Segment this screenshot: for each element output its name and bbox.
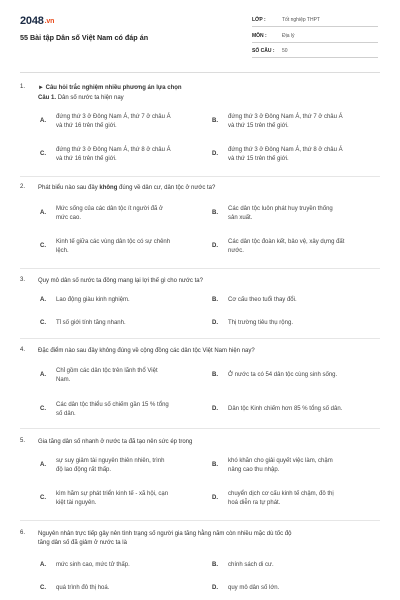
option-letter: A. [40, 462, 46, 468]
option-letter: B. [212, 118, 218, 124]
logo-suffix: .vn [44, 18, 55, 25]
option-a[interactable] [40, 457, 210, 477]
meta-underline [252, 57, 378, 58]
question-text-pre: Phát biểu nào sau đây [38, 185, 100, 191]
option-c[interactable] [40, 584, 210, 594]
option-c[interactable] [40, 146, 210, 166]
option-letter: A. [40, 562, 46, 568]
meta-value: Địa lý [282, 33, 295, 39]
option-b[interactable] [212, 113, 382, 133]
page-title: 55 Bài tập Dân số Việt Nam có đáp án [20, 33, 149, 42]
question-text-line: Nguyên nhân trực tiếp gây nên tình trạng số người gia tăng hằng năm còn nhiều mặc dù tốc độ [38, 531, 292, 537]
question-text [38, 94, 378, 103]
option-line: nước. [228, 248, 244, 254]
option-letter: D. [212, 320, 218, 326]
option-line: đứng thứ 3 ở Đông Nam Á, thứ 7 ở châu Á [56, 114, 171, 120]
question-text: Gia tăng dân số nhanh ở nước ta đã tạo nên sức ép trong [38, 439, 193, 445]
option-line: và thứ 15 trên thế giới. [228, 123, 289, 129]
option-letter: A. [40, 118, 46, 124]
option-line: Ở nước ta có 54 dân tộc cùng sinh sống. [228, 372, 338, 378]
option-line: Thị trường tiêu thụ rộng. [228, 320, 293, 326]
question-text-post: đúng về dân cư, dân tộc ở nước ta? [117, 185, 216, 191]
question-number: 2. [20, 184, 26, 190]
option-line: chính sách di cư. [228, 562, 274, 568]
option-line: quá trình đô thị hoá. [56, 585, 110, 591]
option-d[interactable] [212, 490, 382, 510]
option-line: hoá diễn ra tự phát. [228, 500, 281, 506]
option-line: Các dân tộc luôn phát huy truyền thống [228, 206, 333, 212]
option-line: đứng thứ 3 ở Đông Nam Á, thứ 8 ở châu Á [228, 147, 343, 153]
option-letter: D. [212, 243, 218, 249]
question-text: Quy mô dân số nước ta đông mang lại lợi thế gì cho nước ta? [38, 278, 203, 284]
question-text-emphasis: không [99, 185, 118, 191]
option-b[interactable] [212, 457, 382, 477]
question-sub-label: Câu 1. [38, 95, 57, 101]
option-letter: D. [212, 151, 218, 157]
meta-value: Tốt nghiệp THPT [282, 17, 320, 23]
section-title: ► Câu hỏi trắc nghiệm nhiều phương án lựa chọn [38, 85, 182, 91]
option-c[interactable] [40, 238, 210, 258]
question-text [38, 184, 378, 193]
option-line: nâng cao thu nhập. [228, 467, 280, 473]
option-line: mức sinh cao, mức tử thấp. [56, 562, 130, 568]
option-c[interactable] [40, 319, 210, 329]
option-line: độ lao động rất thấp. [56, 467, 112, 473]
option-letter: B. [212, 210, 218, 216]
option-letter: B. [212, 562, 218, 568]
question-divider [20, 176, 380, 177]
option-letter: B. [212, 372, 218, 378]
option-line: và thứ 15 trên thế giới. [228, 156, 289, 162]
option-line: Tỉ số giới tính tăng nhanh. [56, 320, 126, 326]
option-a[interactable] [40, 113, 210, 133]
option-d[interactable] [212, 238, 382, 258]
option-line: chuyển dịch cơ cấu kinh tế chậm, đô thị [228, 491, 334, 497]
question-number: 4. [20, 347, 26, 353]
option-line: đứng thứ 3 ở Đông Nam Á, thứ 8 ở châu Á [56, 147, 171, 153]
option-letter: C. [40, 585, 46, 591]
question-text [38, 530, 378, 548]
question-text: Đặc điểm nào sau đây không đúng về cộng đồng các dân tộc Việt Nam hiện nay? [38, 348, 255, 354]
site-logo[interactable] [20, 15, 54, 27]
option-letter: A. [40, 372, 46, 378]
option-b[interactable] [212, 561, 382, 571]
option-letter: C. [40, 495, 46, 501]
option-line: lệch. [56, 248, 69, 254]
meta-label: MÔN : [252, 33, 267, 39]
option-line: Cơ cấu theo tuổi thay đổi. [228, 297, 297, 303]
option-line: kìm hãm sự phát triển kinh tế - xã hội, cạn [56, 491, 169, 497]
option-line: và thứ 16 trên thế giới. [56, 156, 117, 162]
question-divider [20, 338, 380, 339]
option-line: quy mô dân số lớn. [228, 585, 280, 591]
option-letter: A. [40, 210, 46, 216]
option-line: khó khăn cho giải quyết việc làm, chậm [228, 458, 333, 464]
meta-value: 50 [282, 48, 288, 54]
option-letter: C. [40, 151, 46, 157]
option-line: đứng thứ 3 ở Đông Nam Á, thứ 7 ở châu Á [228, 114, 343, 120]
option-letter: C. [40, 320, 46, 326]
option-b[interactable] [212, 371, 382, 381]
question-number: 6. [20, 530, 26, 536]
option-c[interactable] [40, 490, 210, 510]
option-line: Các dân tộc thiểu số chiếm gần 15 % tổng [56, 402, 169, 408]
question-text-body: Dân số nước ta hiện nay [57, 95, 124, 101]
meta-label: SỐ CÂU : [252, 48, 275, 54]
logo-main: 2048 [20, 15, 44, 27]
option-a[interactable] [40, 561, 210, 571]
option-letter: D. [212, 406, 218, 412]
option-d[interactable] [212, 405, 382, 415]
question-number: 5. [20, 438, 26, 444]
option-line: Kinh tế giữa các vùng dân tộc có sự chênh [56, 239, 171, 245]
option-d[interactable] [212, 584, 382, 594]
header-divider [20, 72, 380, 73]
option-line: Dân tộc Kinh chiếm hơn 85 % tổng số dân. [228, 406, 343, 412]
question-text-line: tăng dân số đã giảm ở nước ta là [38, 540, 127, 546]
option-line: sự suy giảm tài nguyên thiên nhiên, trình [56, 458, 165, 464]
option-line: mức cao. [56, 215, 82, 221]
meta-underline [252, 26, 378, 27]
option-letter: D. [212, 495, 218, 501]
option-b[interactable] [212, 296, 382, 306]
question-divider [20, 268, 380, 269]
option-line: Mức sống của các dân tộc ít người đã ở [56, 206, 163, 212]
option-letter: D. [212, 585, 218, 591]
option-line: số dân. [56, 411, 76, 417]
meta-label: LỚP : [252, 17, 266, 23]
option-letter: C. [40, 243, 46, 249]
header [0, 0, 400, 70]
option-letter: B. [212, 462, 218, 468]
option-line: Lao động giàu kinh nghiệm. [56, 297, 130, 303]
option-letter: C. [40, 406, 46, 412]
question-divider [20, 428, 380, 429]
option-line: Các dân tộc đoàn kết, bảo vệ, xây dựng đất [228, 239, 345, 245]
option-a[interactable] [40, 296, 210, 306]
option-b[interactable] [212, 205, 382, 225]
option-line: Nam. [56, 377, 71, 383]
question-divider [20, 520, 380, 521]
question-number: 3. [20, 277, 26, 283]
option-a[interactable] [40, 205, 210, 225]
option-line: và thứ 16 trên thế giới. [56, 123, 117, 129]
option-d[interactable] [212, 146, 382, 166]
meta-underline [252, 42, 378, 43]
option-a[interactable] [40, 367, 210, 387]
option-d[interactable] [212, 319, 382, 329]
option-c[interactable] [40, 401, 210, 421]
option-line: sản xuất. [228, 215, 253, 221]
option-letter: B. [212, 297, 218, 303]
question-number: 1. [20, 84, 26, 90]
option-letter: A. [40, 297, 46, 303]
option-line: Chỉ gồm các dân tộc trên lãnh thổ Việt [56, 368, 158, 374]
option-line: kiệt tài nguyên. [56, 500, 97, 506]
